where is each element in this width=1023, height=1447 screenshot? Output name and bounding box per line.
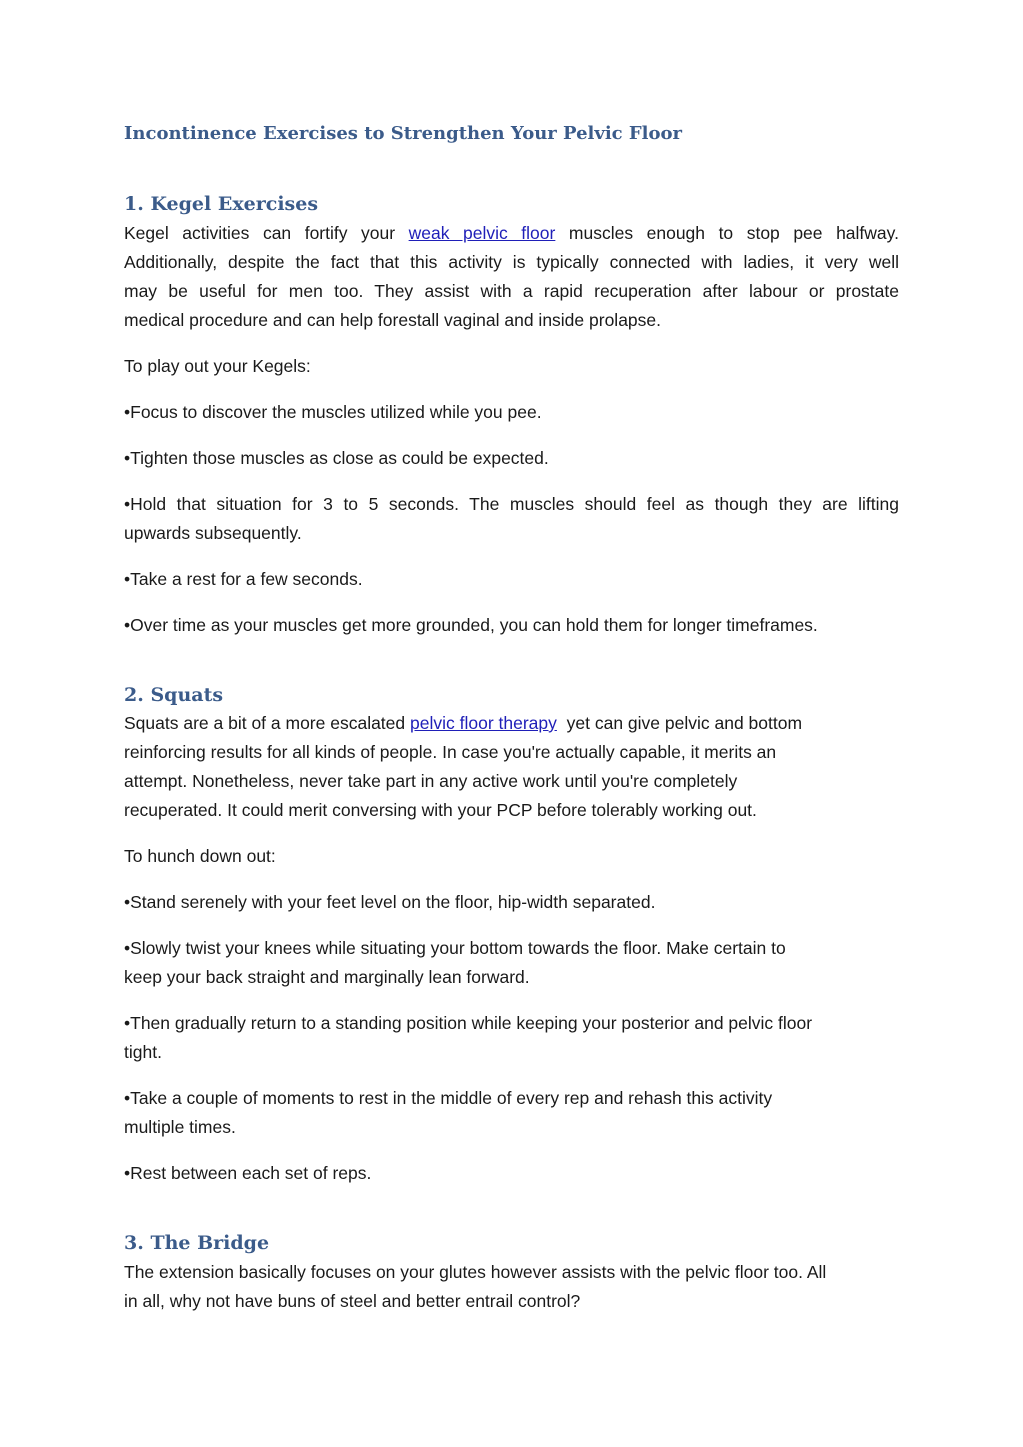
paragraph-line xyxy=(124,709,899,738)
section-heading-squats: 2. Squats xyxy=(124,684,224,706)
bullet-line: tight. xyxy=(124,1042,162,1062)
paragraph-line: in all, why not have buns of steel and better entrail control? xyxy=(124,1291,581,1311)
paragraph-line: attempt. Nonetheless, never take part in any active work until you're completely xyxy=(124,771,738,791)
bullet-item: •Over time as your muscles get more grounded, you can hold them for longer timeframes. xyxy=(124,615,818,635)
bullet-item: •Focus to discover the muscles utilized while you pee. xyxy=(124,402,542,422)
bullet-line: •Then gradually return to a standing position while keeping your posterior and pelvic floor xyxy=(124,1013,813,1033)
bullet-line: upwards subsequently. xyxy=(124,523,302,543)
paragraph-line: Additionally, despite the fact that this activity is typically connected with ladies, it very well xyxy=(124,252,899,272)
bullet-item: •Rest between each set of reps. xyxy=(124,1163,372,1183)
text-span: yet can give pelvic and bottom xyxy=(566,713,803,733)
bullet-item xyxy=(124,1009,899,1067)
section-heading-bridge: 3. The Bridge xyxy=(124,1232,270,1254)
weak-pelvic-floor-link[interactable]: weak pelvic floor xyxy=(408,223,556,243)
section-lead-kegel: To play out your Kegels: xyxy=(124,356,311,376)
bullet-item: •Stand serenely with your feet level on the floor, hip-width separated. xyxy=(124,892,656,912)
section-heading-kegel: 1. Kegel Exercises xyxy=(124,193,319,215)
paragraph-line: may be useful for men too. They assist with a rapid recuperation after labour or prostate xyxy=(124,281,899,301)
paragraph-line: The extension basically focuses on your glutes however assists with the pelvic floor too. All xyxy=(124,1262,827,1282)
text-span: Kegel activities can fortify your xyxy=(124,223,396,243)
document-title: Incontinence Exercises to Strengthen Your Pelvic Floor xyxy=(124,123,683,144)
bullet-line: multiple times. xyxy=(124,1117,236,1137)
pelvic-floor-therapy-link[interactable]: pelvic floor therapy xyxy=(410,713,557,733)
bullet-item xyxy=(124,934,899,992)
text-span: muscles enough to stop pee halfway. xyxy=(568,223,899,243)
bullet-item xyxy=(124,490,899,548)
section-paragraph-bridge xyxy=(124,1258,899,1316)
bullet-item: •Take a rest for a few seconds. xyxy=(124,569,363,589)
text-span: Squats are a bit of a more escalated xyxy=(124,713,406,733)
bullet-line: •Slowly twist your knees while situating your bottom towards the floor. Make certain to xyxy=(124,938,786,958)
bullet-item xyxy=(124,1084,899,1142)
bullet-line: •Hold that situation for 3 to 5 seconds. The muscles should feel as though they are lifting xyxy=(124,494,899,514)
bullet-line: •Take a couple of moments to rest in the middle of every rep and rehash this activity xyxy=(124,1088,773,1108)
section-paragraph-squats xyxy=(124,709,899,825)
section-lead-squats: To hunch down out: xyxy=(124,846,276,866)
bullet-line: keep your back straight and marginally lean forward. xyxy=(124,967,530,987)
bullet-item: •Tighten those muscles as close as could be expected. xyxy=(124,448,549,468)
paragraph-line: reinforcing results for all kinds of people. In case you're actually capable, it merits an xyxy=(124,742,777,762)
paragraph-line: recuperated. It could merit conversing with your PCP before tolerably working out. xyxy=(124,800,757,820)
section-paragraph-kegel xyxy=(124,219,899,335)
paragraph-line xyxy=(124,219,899,248)
paragraph-line: medical procedure and can help forestall vaginal and inside prolapse. xyxy=(124,310,662,330)
